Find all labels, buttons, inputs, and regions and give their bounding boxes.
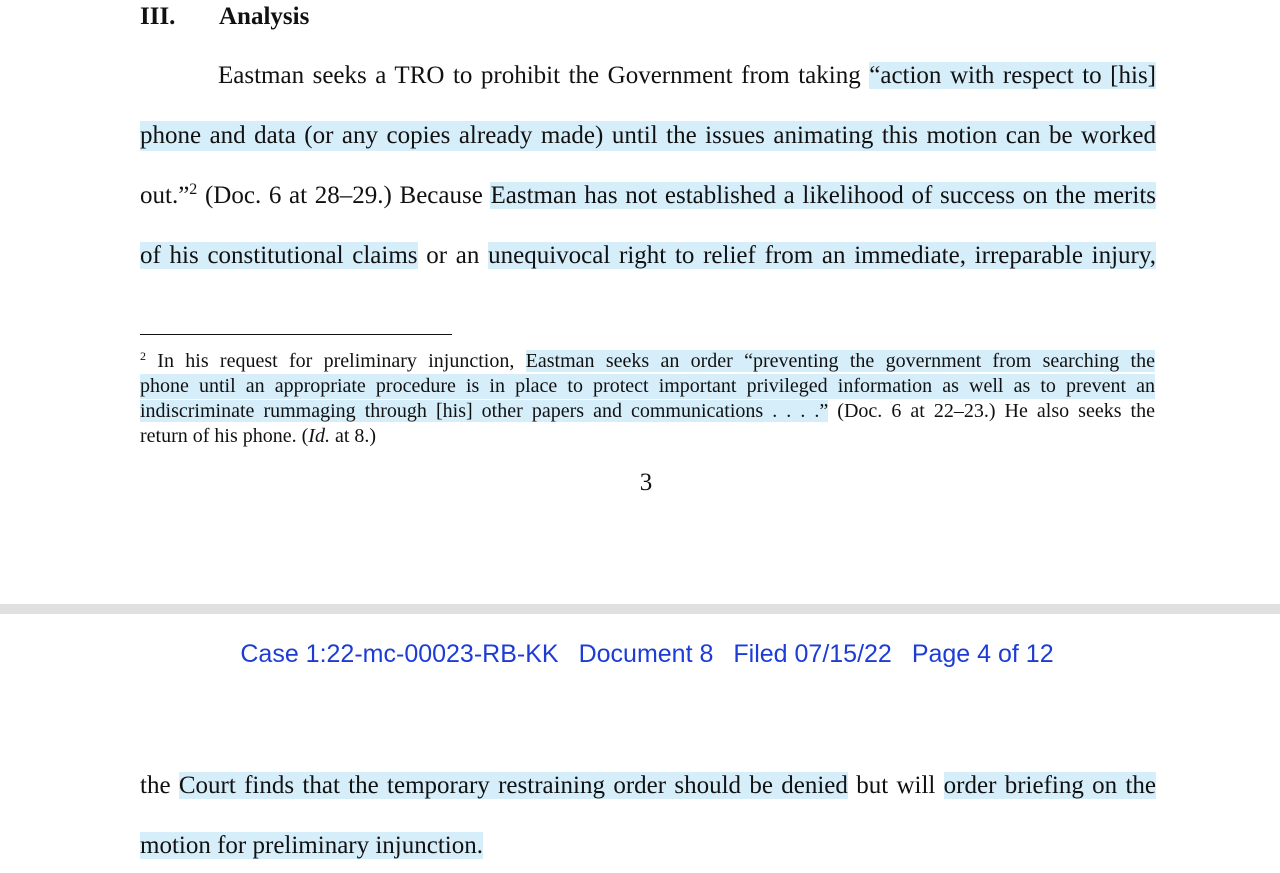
highlighted-text[interactable]: order briefing on the xyxy=(943,772,1156,799)
body-line-2[interactable]: phone and data (or any copies already made) until the issues animating this motion can be worked xyxy=(140,122,1156,149)
citation-id: Id. xyxy=(308,425,330,447)
footnote-line-2[interactable]: phone until an appropriate procedure is in place to protect important privileged information as well as to prevent an xyxy=(140,375,1155,397)
page-of-total: Page 4 of 12 xyxy=(911,640,1054,668)
filed-date: Filed 07/15/22 xyxy=(733,640,892,668)
footnote-reference[interactable]: 2 xyxy=(189,181,198,198)
footnote-text: (Doc. 6 at 22–23.) He also seeks the xyxy=(828,400,1155,422)
body-text: Eastman seeks a TRO to prohibit the Government from taking xyxy=(218,62,870,89)
body-line-1 xyxy=(218,61,1156,91)
highlighted-text[interactable]: Court finds that the temporary restraining order should be denied xyxy=(178,772,848,799)
body-text: but will xyxy=(847,772,944,799)
highlighted-text[interactable]: motion for preliminary injunction. xyxy=(140,832,483,859)
footnote-text: In his request for preliminary injunction, xyxy=(146,350,526,372)
case-header xyxy=(0,638,1280,670)
footnote-divider xyxy=(140,334,452,335)
section-heading xyxy=(140,2,309,32)
highlighted-text[interactable]: “action with respect to [his] xyxy=(869,62,1157,89)
footnote-text: at 8.) xyxy=(329,425,377,447)
footnote-number: 2 xyxy=(140,349,146,363)
section-number: III. xyxy=(140,3,176,30)
footnote-line-1 xyxy=(140,349,1155,374)
body-line-4 xyxy=(140,241,1156,271)
body-text: (Doc. 6 at 28–29.) Because xyxy=(197,182,491,209)
highlighted-text[interactable]: Eastman has not established a likelihood of success on the merits xyxy=(490,182,1156,209)
body-line-3 xyxy=(140,181,1156,211)
highlighted-text[interactable]: unequivocal right to relief from an immediate, irreparable injury, xyxy=(488,242,1157,269)
body-text: or an xyxy=(417,242,489,269)
page-number: 3 xyxy=(639,469,653,496)
footnote-line-3 xyxy=(140,399,1155,424)
footnote-text: return of his phone. ( xyxy=(140,425,309,447)
body-text: the xyxy=(140,772,179,799)
highlighted-text[interactable]: indiscriminate rummaging through [his] other papers and communications . . . .” xyxy=(140,400,829,422)
body-line-6 xyxy=(140,831,1156,861)
footnote-line-4 xyxy=(140,424,1155,449)
section-title: Analysis xyxy=(219,3,310,30)
highlighted-text[interactable]: Eastman seeks an order “preventing the government from searching the xyxy=(525,350,1155,372)
body-text: out.” xyxy=(140,182,190,209)
document-page-4 xyxy=(0,614,1280,873)
page-separator xyxy=(0,604,1280,614)
document-number: Document 8 xyxy=(578,640,714,668)
body-line-5 xyxy=(140,771,1156,801)
highlighted-text[interactable]: of his constitutional claims xyxy=(140,242,418,269)
case-number: Case 1:22-mc-00023-RB-KK xyxy=(240,640,559,668)
